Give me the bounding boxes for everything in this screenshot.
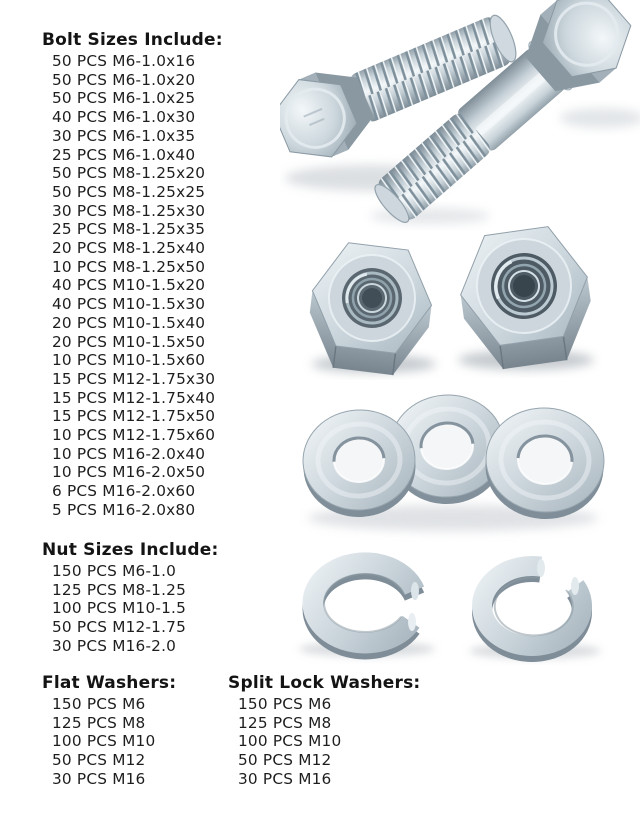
nut-size-item: 125 PCS M8-1.25 bbox=[52, 580, 187, 599]
nut-size-item: 100 PCS M10-1.5 bbox=[52, 599, 187, 618]
bolt-size-item: 20 PCS M10-1.5x40 bbox=[52, 313, 206, 332]
flat-washer-item: 50 PCS M12 bbox=[52, 751, 146, 770]
bolt-size-item: 10 PCS M10-1.5x60 bbox=[52, 351, 206, 370]
bolt-sizes-heading: Bolt Sizes Include: bbox=[42, 30, 223, 50]
split-lock-washers-heading: Split Lock Washers: bbox=[228, 673, 421, 693]
split-lock-washer-left bbox=[313, 563, 419, 649]
flat-washer-item: 150 PCS M6 bbox=[52, 695, 146, 713]
nut-sizes-heading: Nut Sizes Include: bbox=[42, 540, 219, 560]
bolt-size-item: 15 PCS M12-1.75x40 bbox=[52, 388, 216, 407]
flat-washer-right bbox=[482, 404, 607, 523]
flat-washer-item: 100 PCS M10 bbox=[52, 732, 156, 751]
bolt-size-item: 10 PCS M8-1.25x50 bbox=[52, 257, 206, 276]
split-lock-washer-item: 125 PCS M8 bbox=[238, 713, 332, 732]
bolt-size-item: 50 PCS M6-1.0x16 bbox=[52, 52, 196, 70]
nut-sizes-list bbox=[42, 562, 218, 656]
split-lock-washer-item: 100 PCS M10 bbox=[238, 732, 342, 751]
flat-washers-photo bbox=[285, 388, 630, 550]
bolt-size-item: 50 PCS M8-1.25x20 bbox=[52, 164, 206, 183]
nut-size-item: 50 PCS M12-1.75 bbox=[52, 618, 187, 637]
bolt-size-item: 5 PCS M16-2.0x80 bbox=[52, 500, 196, 519]
split-lock-washer-item: 150 PCS M6 bbox=[238, 695, 332, 713]
bolt-size-item: 20 PCS M10-1.5x50 bbox=[52, 332, 206, 351]
split-lock-washer-right bbox=[482, 559, 582, 652]
nut-size-item: 30 PCS M16-2.0 bbox=[52, 636, 177, 655]
hex-nuts-photo bbox=[300, 198, 640, 380]
bolt-size-item: 15 PCS M12-1.75x30 bbox=[52, 369, 216, 388]
split-lock-washer-item: 30 PCS M16 bbox=[238, 769, 332, 788]
bolt-size-item: 30 PCS M8-1.25x30 bbox=[52, 201, 206, 220]
hex-nut-right bbox=[453, 222, 599, 373]
nut-sizes-section bbox=[42, 540, 218, 656]
bolt-size-item: 40 PCS M10-1.5x20 bbox=[52, 276, 206, 295]
bolt-size-item: 50 PCS M6-1.0x25 bbox=[52, 89, 196, 108]
bolt-size-item: 30 PCS M6-1.0x35 bbox=[52, 126, 196, 145]
bolt-size-item: 10 PCS M12-1.75x60 bbox=[52, 426, 216, 445]
flat-washer-item: 125 PCS M8 bbox=[52, 713, 146, 732]
bolt-sizes-section bbox=[42, 30, 223, 520]
split-lock-washers-photo bbox=[285, 548, 630, 665]
bolt-size-item: 25 PCS M8-1.25x35 bbox=[52, 220, 206, 239]
bolt-size-item: 50 PCS M8-1.25x25 bbox=[52, 182, 206, 201]
bolt-size-item: 50 PCS M6-1.0x20 bbox=[52, 70, 196, 89]
flat-washers-heading: Flat Washers: bbox=[42, 673, 177, 693]
bolt-size-item: 40 PCS M10-1.5x30 bbox=[52, 295, 206, 314]
bolt-size-item: 15 PCS M12-1.75x50 bbox=[52, 407, 216, 426]
bolt-size-item: 10 PCS M16-2.0x50 bbox=[52, 463, 206, 482]
flat-washers-section bbox=[42, 673, 176, 789]
bolt-size-item: 20 PCS M8-1.25x40 bbox=[52, 239, 206, 258]
split-lock-washers-section bbox=[228, 673, 420, 789]
bolt-size-item: 25 PCS M6-1.0x40 bbox=[52, 145, 196, 164]
split-lock-washer-item: 50 PCS M12 bbox=[238, 751, 332, 770]
flat-washers-list bbox=[42, 695, 176, 789]
split-lock-washers-list bbox=[228, 695, 420, 789]
bolt-size-item: 40 PCS M6-1.0x30 bbox=[52, 108, 196, 127]
bolt-size-item: 6 PCS M16-2.0x60 bbox=[52, 482, 196, 501]
bolt-size-item: 10 PCS M16-2.0x40 bbox=[52, 444, 206, 463]
nut-size-item: 150 PCS M6-1.0 bbox=[52, 562, 177, 580]
bolt-sizes-list bbox=[42, 52, 223, 520]
flat-washer-item: 30 PCS M16 bbox=[52, 769, 146, 788]
